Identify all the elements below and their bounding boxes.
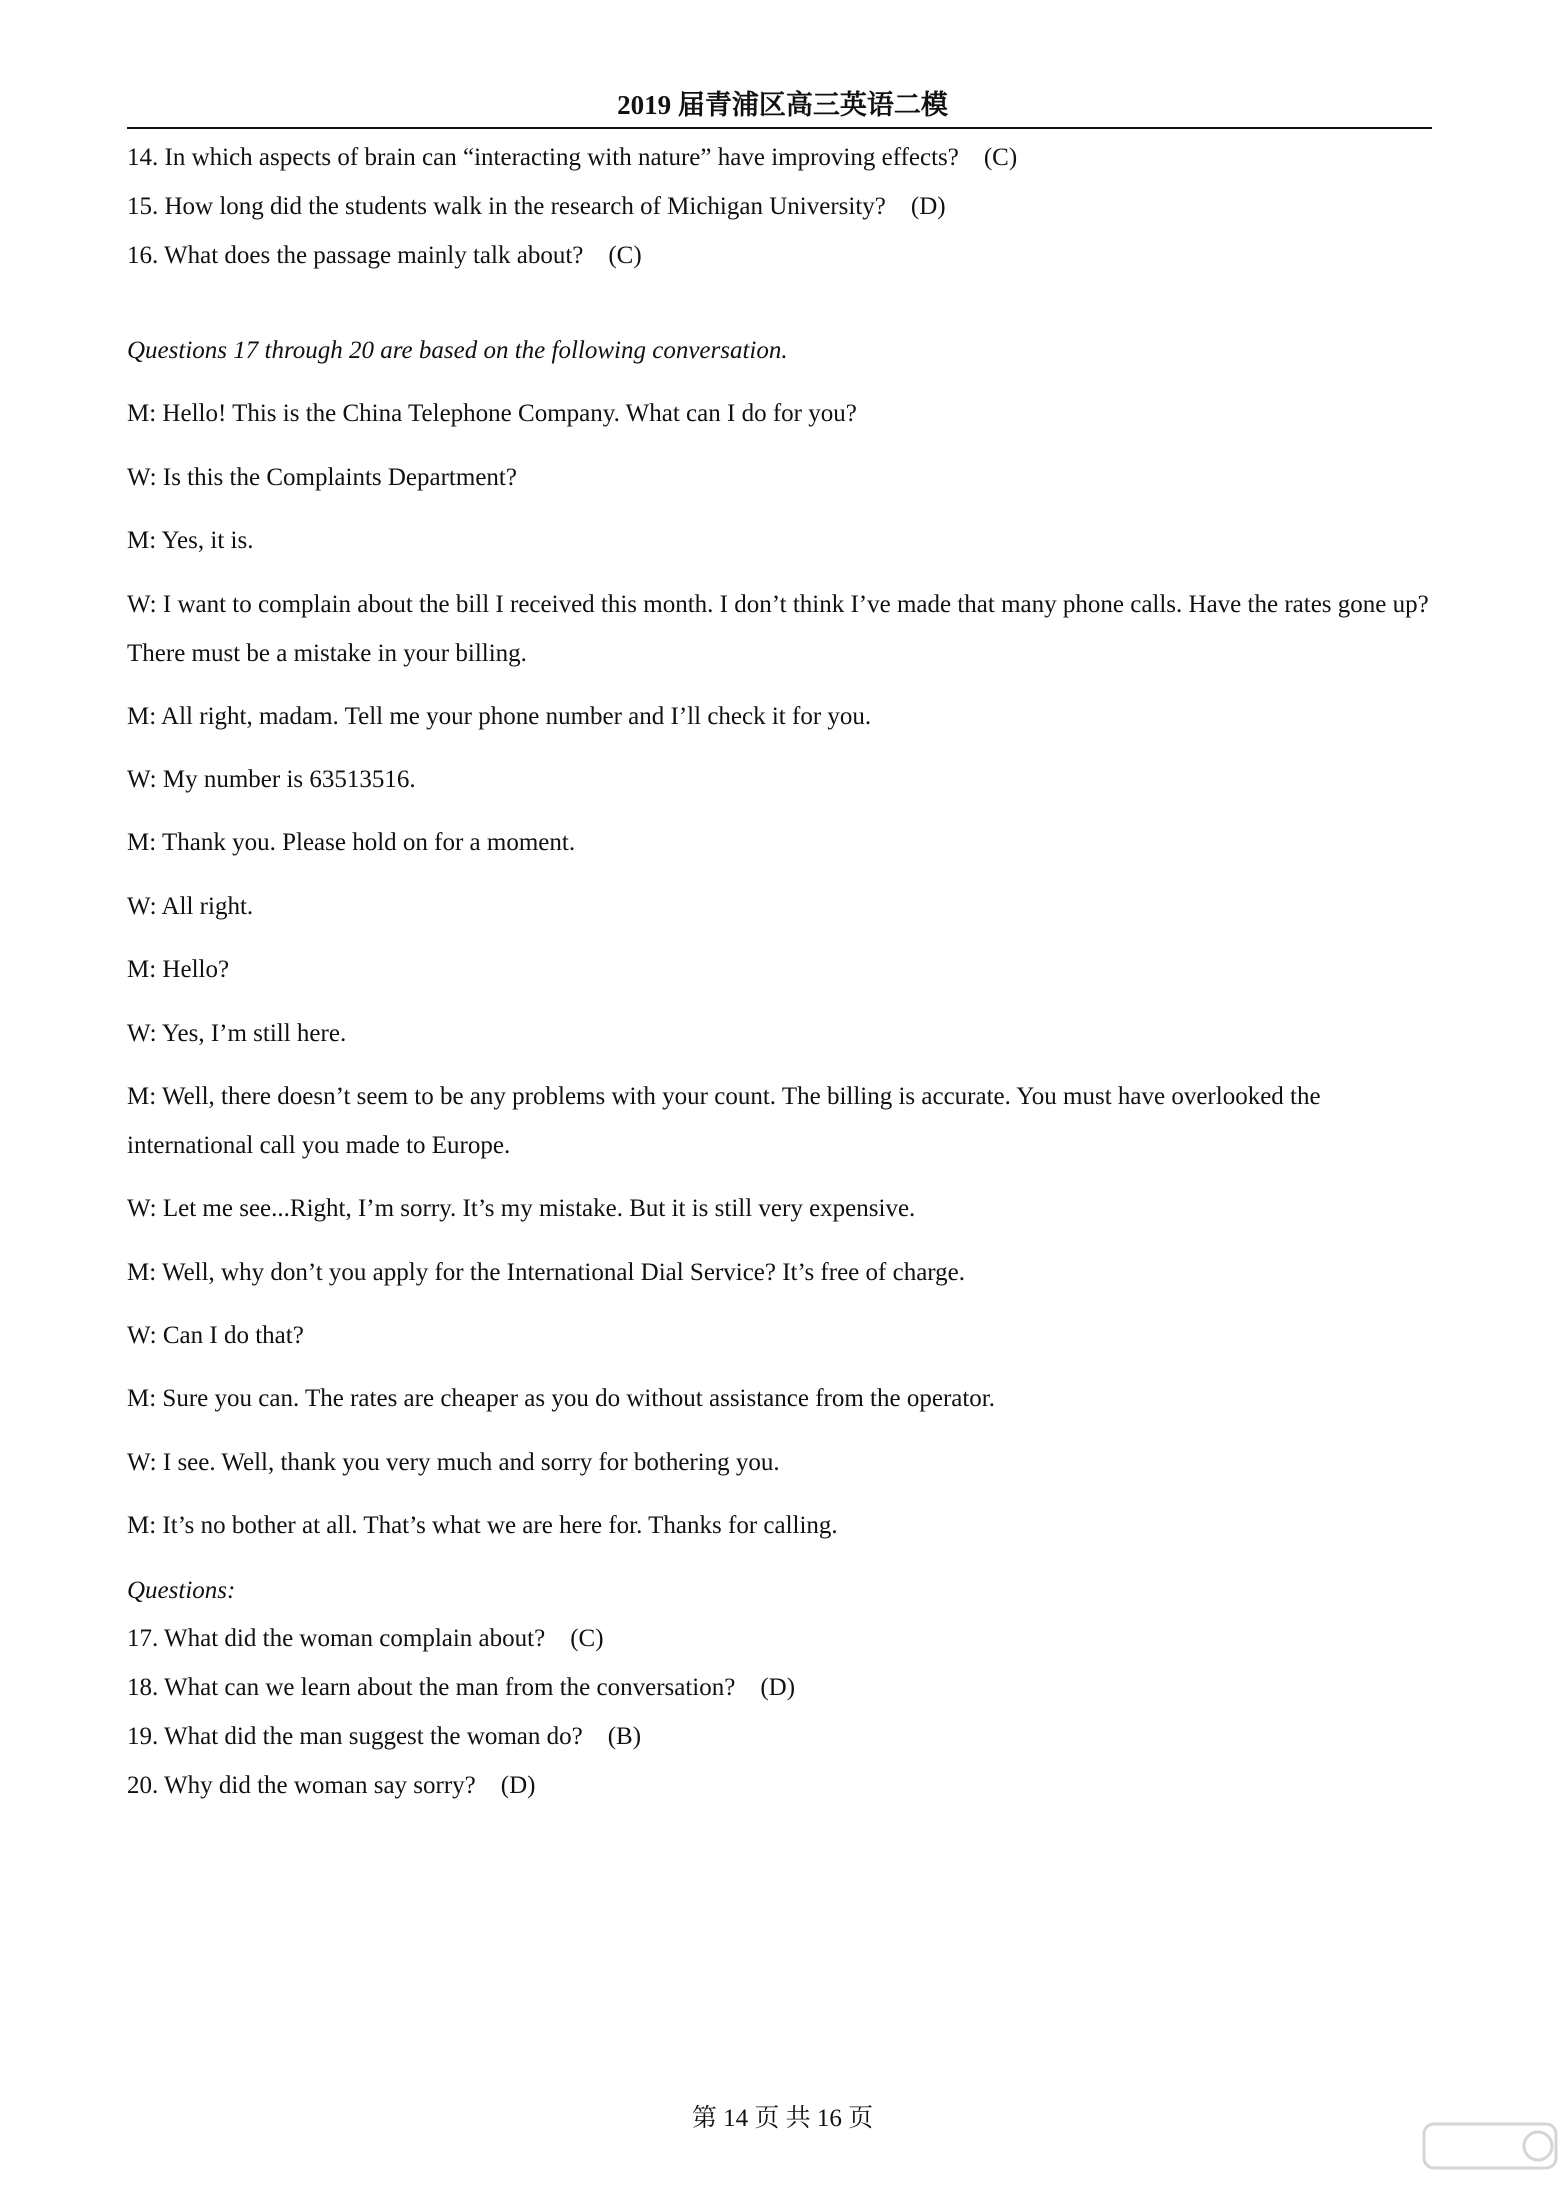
question-17: 17. What did the woman complain about? (C)	[127, 1625, 604, 1652]
site-watermark-logo	[1420, 2118, 1560, 2198]
dialogue-line: M: Sure you can. The rates are cheaper as you do without assistance from the operator.	[127, 1385, 996, 1412]
dialogue-line: W: All right.	[127, 893, 254, 920]
question-15: 15. How long did the students walk in the research of Michigan University? (D)	[127, 193, 946, 220]
question-16: 16. What does the passage mainly talk about? (C)	[127, 242, 642, 269]
question-18: 18. What can we learn about the man from the conversation? (D)	[127, 1674, 796, 1701]
dialogue-line: M: It’s no bother at all. That’s what we are here for. Thanks for calling.	[127, 1512, 838, 1539]
dialogue-line: M: Well, why don’t you apply for the International Dial Service? It’s free of charge.	[127, 1259, 966, 1286]
question-20: 20. Why did the woman say sorry? (D)	[127, 1772, 536, 1799]
dialogue-line: W: Can I do that?	[127, 1322, 304, 1349]
dialogue-line: M: Hello?	[127, 956, 230, 983]
page-header-title: 2019 届青浦区高三英语二模	[617, 90, 948, 120]
dialogue-line: W: Let me see...Right, I’m sorry. It’s my mistake. But it is still very expensive.	[127, 1195, 916, 1222]
conversation-intro: Questions 17 through 20 are based on the following conversation.	[127, 337, 788, 364]
dialogue-line: W: I want to complain about the bill I received this month. I don’t think I’ve made that many phone calls. Have the rates gone up? There must be a mistake in your billing.	[127, 591, 1429, 667]
dialogue-line: M: Thank you. Please hold on for a moment.	[127, 829, 576, 856]
dialogue-line: M: All right, madam. Tell me your phone number and I’ll check it for you.	[127, 703, 872, 730]
dialogue-line: M: Well, there doesn’t seem to be any problems with your count. The billing is accurate. You must have overlooked the international call you made to Europe.	[127, 1083, 1321, 1159]
page-number-footer: 第 14 页 共 16 页	[691, 2105, 874, 2132]
questions-heading: Questions:	[127, 1577, 236, 1604]
header-divider	[127, 127, 1432, 129]
dialogue-line: W: My number is 63513516.	[127, 766, 416, 793]
dialogue-line: M: Yes, it is.	[127, 527, 254, 554]
dialogue-line: W: Is this the Complaints Department?	[127, 464, 517, 491]
dialogue-line: M: Hello! This is the China Telephone Company. What can I do for you?	[127, 400, 857, 427]
dialogue-line: W: I see. Well, thank you very much and sorry for bothering you.	[127, 1449, 780, 1476]
question-14: 14. In which aspects of brain can “interacting with nature” have improving effects? (C)	[127, 144, 1018, 171]
question-19: 19. What did the man suggest the woman do? (B)	[127, 1723, 642, 1750]
dialogue-line: W: Yes, I’m still here.	[127, 1020, 347, 1047]
